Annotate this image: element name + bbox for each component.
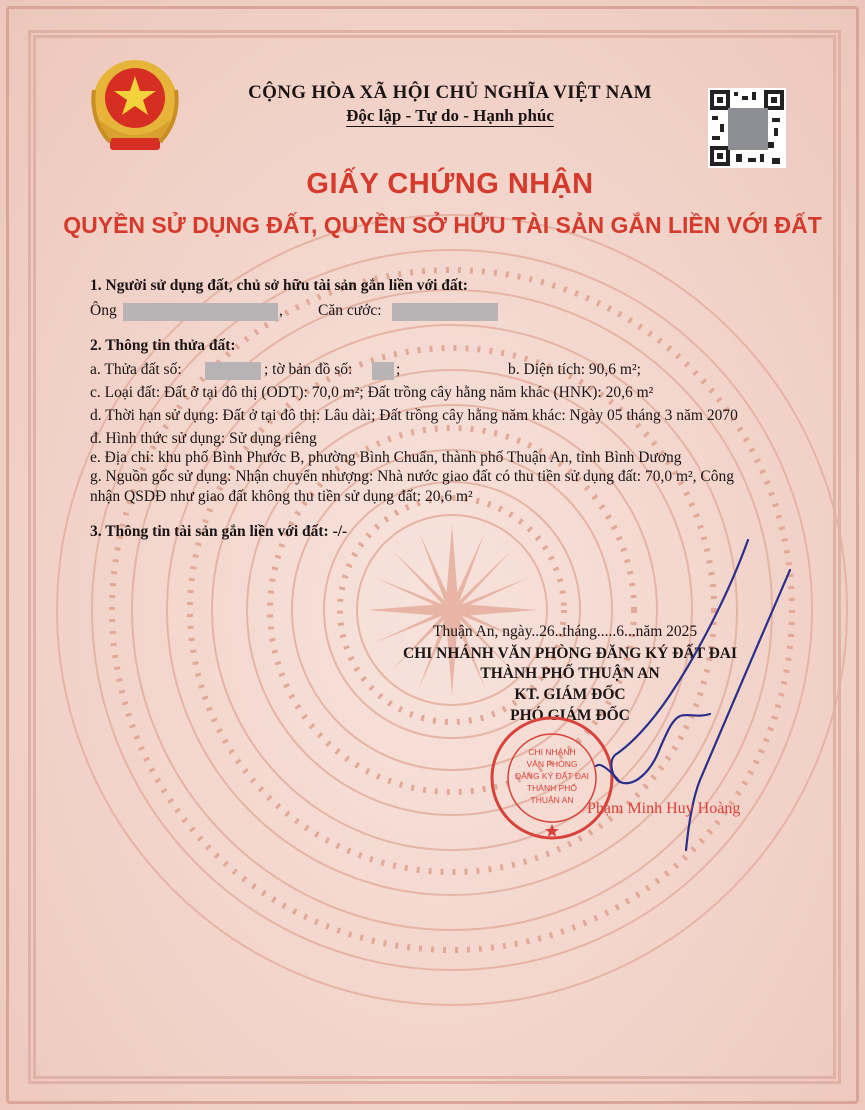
land-type: c. Loại đất: Đất ở tại đô thị (ODT): 70,0 m²; Đất trồng cây hằng năm khác (HNK): 20,6 m² bbox=[90, 384, 654, 401]
issuing-office-line2: THÀNH PHỐ THUẬN AN bbox=[480, 665, 660, 682]
issue-date: Thuận An, ngày..26..tháng.....6...năm 2025 bbox=[433, 623, 698, 640]
nation-name: CỘNG HÒA XÃ HỘI CHỦ NGHĨA VIỆT NAM bbox=[248, 82, 652, 103]
usage-term: d. Thời hạn sử dụng: Đất ở tại đô thị: Lâu dài; Đất trồng cây hằng năm khác: Ngày 05 tháng 3 năm 2070 bbox=[90, 407, 738, 424]
seal-line-3: ĐĂNG KÝ ĐẤT ĐAI bbox=[515, 771, 589, 781]
seal-line-1: CHI NHÁNH bbox=[528, 747, 576, 757]
section2-heading: 2. Thông tin thửa đất: bbox=[90, 337, 236, 354]
address: e. Địa chỉ: khu phố Bình Phước B, phường Bình Chuẩn, thành phố Thuận An, tỉnh Bình Dương bbox=[90, 449, 682, 466]
area-value: b. Diện tích: 90,6 m²; bbox=[508, 361, 641, 378]
redacted-map-sheet bbox=[372, 362, 394, 380]
national-emblem-icon bbox=[80, 50, 190, 165]
issuing-office-line1: CHI NHÁNH VĂN PHÒNG ĐĂNG KÝ ĐẤT ĐAI bbox=[403, 645, 737, 662]
qr-code-icon bbox=[708, 88, 786, 168]
signer-role-line2: PHÓ GIÁM ĐỐC bbox=[510, 707, 630, 724]
section1-heading: 1. Người sử dụng đất, chủ sở hữu tài sản gắn liền với đất: bbox=[90, 277, 468, 294]
signer-name: Phạm Minh Huy Hoàng bbox=[587, 800, 741, 817]
redacted-id-number bbox=[392, 303, 498, 321]
certificate-subtitle: QUYỀN SỬ DỤNG ĐẤT, QUYỀN SỞ HỮU TÀI SẢN GẮN LIỀN VỚI ĐẤT bbox=[63, 212, 822, 238]
owner-comma: , bbox=[279, 302, 283, 319]
owner-prefix: Ông bbox=[90, 302, 117, 319]
origin-line2: nhận QSDĐ như giao đất không thu tiền sử dụng đất: 20,6 m² bbox=[90, 488, 473, 505]
redacted-owner-name bbox=[123, 303, 278, 321]
parcel-semicolon: ; bbox=[396, 361, 401, 378]
seal-line-5: THUẬN AN bbox=[530, 795, 574, 805]
parcel-number-label: a. Thửa đất số: bbox=[90, 361, 182, 378]
seal-line-2: VĂN PHÒNG bbox=[526, 759, 578, 769]
signer-role-line1: KT. GIÁM ĐỐC bbox=[514, 686, 626, 703]
national-motto bbox=[200, 106, 700, 126]
map-sheet-label: ; tờ bản đồ số: bbox=[264, 361, 353, 378]
motto-text: Độc lập - Tự do - Hạnh phúc bbox=[346, 106, 554, 125]
redacted-parcel-number bbox=[205, 362, 261, 380]
certificate-title: GIẤY CHỨNG NHẬN bbox=[306, 168, 594, 200]
usage-form: đ. Hình thức sử dụng: Sử dụng riêng bbox=[90, 430, 317, 447]
section3-heading: 3. Thông tin tài sản gắn liền với đất: -/- bbox=[90, 523, 348, 540]
id-label: Căn cước: bbox=[318, 302, 382, 319]
origin-line1: g. Nguồn gốc sử dụng: Nhận chuyển nhượng: Nhà nước giao đất có thu tiền sử dụng đất: 70,0 m², Công bbox=[90, 468, 734, 485]
seal-line-4: THÀNH PHỐ bbox=[526, 783, 578, 793]
